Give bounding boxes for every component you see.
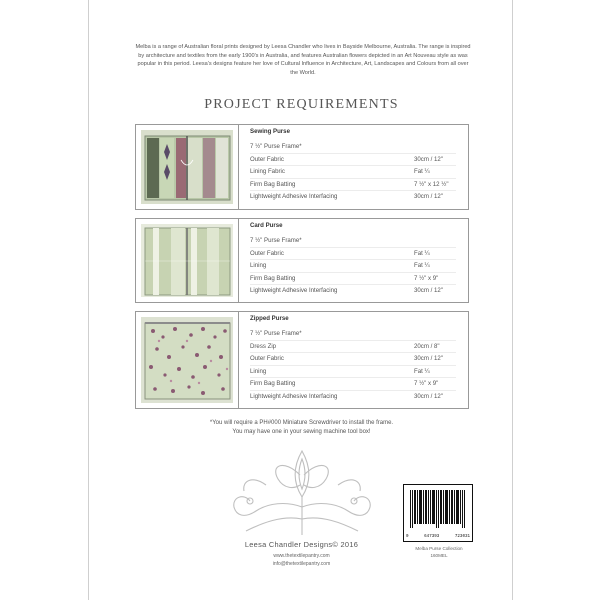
item-label: 7 ½" Purse Frame* bbox=[250, 237, 302, 244]
project-card-sewing-purse bbox=[135, 124, 469, 210]
project-name: Card Purse bbox=[250, 222, 283, 229]
item-label: Lining bbox=[250, 367, 267, 375]
project-photo bbox=[136, 125, 239, 209]
list-item bbox=[250, 190, 456, 203]
list-item bbox=[250, 235, 456, 247]
item-label: Lightweight Adhesive Interfacing bbox=[250, 287, 338, 295]
item-label: Outer Fabric bbox=[250, 155, 284, 163]
item-qty: Fat ¼ bbox=[414, 367, 430, 375]
list-item bbox=[250, 328, 456, 340]
barcode-digits bbox=[406, 535, 470, 539]
pattern-back-cover bbox=[88, 0, 513, 600]
list-item bbox=[250, 390, 456, 403]
page-title: PROJECT REQUIREMENTS bbox=[204, 97, 399, 112]
project-requirements bbox=[246, 312, 468, 408]
project-requirements bbox=[246, 219, 468, 302]
item-qty: Fat ¼ bbox=[414, 249, 430, 257]
barcode-left: 0 bbox=[406, 535, 409, 539]
item-label: Lining Fabric bbox=[250, 168, 285, 176]
list-item bbox=[250, 284, 456, 297]
item-label: Firm Bag Batting bbox=[250, 180, 296, 188]
project-card-card-purse bbox=[135, 218, 469, 303]
note-line-2: You may have one in your sewing machine tool box! bbox=[232, 429, 371, 435]
note-line-1: *You will require a PH#000 Miniature Screwdriver to install the frame. bbox=[209, 420, 394, 426]
list-item bbox=[250, 141, 456, 153]
list-item bbox=[250, 165, 456, 178]
item-label: Firm Bag Batting bbox=[250, 380, 296, 388]
list-item bbox=[250, 365, 456, 378]
item-qty: 7 ½" x 9" bbox=[414, 380, 439, 388]
item-label: Outer Fabric bbox=[250, 355, 284, 363]
item-qty: 30cm / 12" bbox=[414, 355, 443, 363]
project-name: Sewing Purse bbox=[250, 128, 290, 135]
item-qty: Fat ¼ bbox=[414, 168, 430, 176]
item-qty: 30cm / 12" bbox=[414, 287, 443, 295]
project-photo bbox=[136, 219, 239, 302]
brand-name: Leesa Chandler Designs© 2016 bbox=[244, 540, 359, 549]
list-item bbox=[250, 178, 456, 191]
item-qty: 7 ½" x 12 ½" bbox=[414, 180, 449, 188]
item-label: Lightweight Adhesive Interfacing bbox=[250, 392, 338, 400]
item-label: Firm Bag Batting bbox=[250, 274, 296, 282]
sewing-purse-photo bbox=[141, 130, 233, 204]
item-label: Outer Fabric bbox=[250, 249, 284, 257]
barcode-bars-icon bbox=[410, 490, 466, 528]
project-card-zipped-purse bbox=[135, 311, 469, 409]
list-item bbox=[250, 340, 456, 353]
screwdriver-note bbox=[89, 419, 514, 437]
art-nouveau-flower-icon bbox=[222, 445, 382, 540]
requirements-list bbox=[250, 328, 456, 403]
item-qty: 20cm / 8" bbox=[414, 342, 440, 350]
item-label: Dress Zip bbox=[250, 342, 277, 350]
item-qty: Fat ¼ bbox=[414, 262, 430, 270]
item-label: Lightweight Adhesive Interfacing bbox=[250, 193, 338, 201]
item-qty: 7 ½" x 9" bbox=[414, 274, 439, 282]
item-qty: 30cm / 12" bbox=[414, 155, 443, 163]
item-label: 7 ½" Purse Frame* bbox=[250, 143, 302, 150]
card-purse-photo bbox=[141, 224, 233, 297]
list-item bbox=[250, 247, 456, 260]
item-label: Lining bbox=[250, 262, 267, 270]
list-item bbox=[250, 153, 456, 166]
item-qty: 30cm / 12" bbox=[414, 392, 443, 400]
list-item bbox=[250, 259, 456, 272]
requirements-list bbox=[250, 235, 456, 297]
email-link[interactable]: info@thetextilepantry.com bbox=[272, 561, 331, 567]
product-code: 160MEL bbox=[430, 553, 448, 558]
project-photo bbox=[136, 312, 239, 408]
website-link[interactable]: www.thetextilepantry.com bbox=[273, 553, 330, 559]
project-name: Zipped Purse bbox=[250, 315, 289, 322]
intro-paragraph: Melba is a range of Australian floral prints designed by Leesa Chandler who lives in Bayside Melbourne, Australia. The range is inspired by architecture and textiles from the early 1900's in Australia, and features Australian flowers depicted in an Art Nouveau style as was popular in this period. Leesa's designs feature her love of Cultural Influence in Architecture, Art, Landscapes and Colours from all over the World. bbox=[135, 44, 471, 76]
zipped-purse-photo bbox=[141, 317, 233, 403]
barcode-right: 723031 bbox=[454, 535, 470, 539]
list-item bbox=[250, 377, 456, 390]
collection-name: Melba Purse Collection bbox=[415, 546, 463, 551]
list-item bbox=[250, 352, 456, 365]
item-qty: 30cm / 12" bbox=[414, 193, 443, 201]
project-requirements bbox=[246, 125, 468, 209]
barcode bbox=[403, 484, 473, 542]
requirements-list bbox=[250, 141, 456, 203]
list-item bbox=[250, 272, 456, 285]
item-label: 7 ½" Purse Frame* bbox=[250, 330, 302, 337]
barcode-mid: 647393 bbox=[424, 535, 440, 539]
